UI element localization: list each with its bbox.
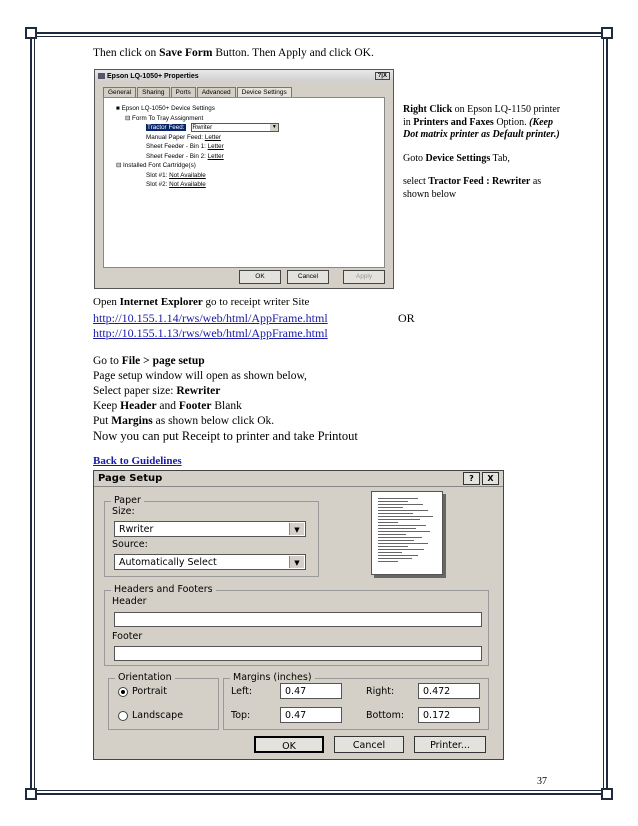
tree-tractor-feed[interactable]: Tractor Feed: Rwriter ▼: [116, 123, 279, 133]
step-header-footer: Keep Header and Footer Blank: [93, 400, 242, 412]
top-instruction-post: Button. Then Apply and click OK.: [212, 47, 374, 59]
bottom-margin-input[interactable]: 0.172: [418, 707, 480, 723]
side-note-para-1: Right Click on Epson LQ-1150 printer in Printers and Faxes Option. (Keep Dot matrix printer as Default printer.): [403, 104, 561, 140]
header-input[interactable]: [114, 612, 482, 627]
border-bottom: [30, 793, 608, 795]
device-settings-tree: [116, 104, 279, 190]
tree-slot1[interactable]: Slot #1: Not Available: [146, 171, 206, 179]
tab-general[interactable]: General: [103, 87, 136, 97]
ok-button[interactable]: OK: [254, 736, 324, 753]
page-setup-title: Page Setup: [98, 473, 163, 484]
step-window-opens: Page setup window will open as shown below,: [93, 370, 307, 382]
page-number: 37: [537, 776, 547, 787]
bottom-margin-label: Bottom:: [366, 710, 405, 721]
page-preview: [371, 491, 443, 575]
step-margins: Put Margins as shown below click Ok.: [93, 415, 275, 427]
tab-ports[interactable]: Ports: [171, 87, 196, 97]
corner-tl: [25, 27, 37, 39]
top-instruction-pre: Then click on: [93, 47, 160, 59]
size-value: Rwriter: [119, 524, 154, 535]
source-value: Automatically Select: [119, 557, 217, 568]
paper-group-title: Paper: [111, 495, 144, 506]
landscape-radio[interactable]: Landscape: [118, 710, 183, 721]
step-file-page-setup: Go to File > page setup: [93, 355, 205, 367]
top-instruction-bold: Save Form: [159, 47, 213, 59]
step-paper-size: Select paper size: Rewriter: [93, 385, 221, 397]
tree-cartridges[interactable]: ⊟ Installed Font Cartridge(s): [116, 162, 196, 170]
tab-sharing[interactable]: Sharing: [137, 87, 169, 97]
top-margin-label: Top:: [231, 710, 251, 721]
tractor-feed-select[interactable]: Rwriter ▼: [191, 123, 279, 132]
size-label: Size:: [112, 506, 135, 517]
source-select[interactable]: [114, 554, 306, 570]
size-select[interactable]: [114, 521, 306, 537]
page-setup-titlebar: [94, 471, 503, 487]
border-top: [30, 32, 608, 34]
tree-form-tray[interactable]: ⊟ Form To Tray Assignment: [125, 114, 204, 122]
border-bottom-inner: [30, 790, 608, 791]
footer-input[interactable]: [114, 646, 482, 661]
cancel-button[interactable]: Cancel: [334, 736, 404, 753]
corner-br: [601, 788, 613, 800]
properties-help-close[interactable]: ?|X: [375, 72, 390, 80]
chevron-down-icon: ▼: [289, 523, 304, 535]
properties-ok-button[interactable]: OK: [239, 270, 281, 284]
side-note-para-3: select Tractor Feed : Rewriter as shown below: [403, 176, 542, 200]
left-margin-label: Left:: [231, 686, 253, 697]
printer-icon: [98, 73, 105, 79]
properties-titlebar: [95, 70, 393, 82]
margins-title: Margins (inches): [230, 672, 315, 683]
corner-bl: [25, 788, 37, 800]
radio-checked-icon: [118, 687, 128, 697]
chevron-down-icon: ▼: [271, 124, 277, 130]
link-server-14[interactable]: http://10.155.1.14/rws/web/html/AppFrame.html: [93, 311, 328, 325]
headers-footers-title: Headers and Footers: [111, 584, 216, 595]
radio-unchecked-icon: [118, 711, 128, 721]
properties-cancel-button[interactable]: Cancel: [287, 270, 329, 284]
source-label: Source:: [112, 539, 148, 550]
top-instruction: [93, 47, 374, 59]
properties-title: Epson LQ-1050+ Properties: [107, 72, 199, 80]
tree-manual-feed[interactable]: Manual Paper Feed: Letter: [146, 133, 221, 141]
portrait-radio[interactable]: Portrait: [118, 686, 167, 697]
right-margin-label: Right:: [366, 686, 395, 697]
right-margin-input[interactable]: 0.472: [418, 683, 480, 699]
side-note: [403, 104, 563, 201]
steps-block: [93, 354, 358, 444]
border-left-inner: [34, 32, 35, 795]
open-ie-text: Open Internet Explorer go to receipt writer Site: [93, 296, 310, 308]
back-to-guidelines-link[interactable]: Back to Guidelines: [93, 455, 182, 467]
chevron-down-icon: ▼: [289, 556, 304, 568]
page-setup-dialog: [93, 470, 504, 760]
link-server-13[interactable]: http://10.155.1.13/rws/web/html/AppFrame.html: [93, 326, 328, 340]
tree-slot2[interactable]: Slot #2: Not Available: [146, 181, 206, 189]
properties-dialog: [94, 69, 394, 289]
side-note-para-2: Goto Device Settings Tab,: [403, 152, 510, 164]
close-icon[interactable]: X: [482, 472, 499, 485]
border-right-inner: [603, 32, 604, 795]
orientation-title: Orientation: [115, 672, 175, 683]
tab-advanced[interactable]: Advanced: [197, 87, 236, 97]
tree-bin1[interactable]: Sheet Feeder - Bin 1: Letter: [146, 143, 224, 151]
printer-button[interactable]: Printer...: [414, 736, 486, 753]
left-margin-input[interactable]: 0.47: [280, 683, 342, 699]
help-icon[interactable]: ?: [463, 472, 480, 485]
properties-apply-button[interactable]: Apply: [343, 270, 385, 284]
corner-tr: [601, 27, 613, 39]
or-text: OR: [398, 311, 415, 325]
top-margin-input[interactable]: 0.47: [280, 707, 342, 723]
step-printout: Now you can put Receipt to printer and take Printout: [93, 429, 358, 443]
tab-device-settings[interactable]: Device Settings: [237, 87, 292, 97]
header-label: Header: [112, 596, 147, 607]
footer-label: Footer: [112, 631, 143, 642]
border-left: [30, 32, 32, 795]
tree-bin2[interactable]: Sheet Feeder - Bin 2: Letter: [146, 152, 224, 160]
tree-root[interactable]: ■ Epson LQ-1050+ Device Settings: [116, 105, 215, 112]
device-settings-panel: [103, 97, 385, 268]
border-right: [606, 32, 608, 795]
properties-tabs: [103, 87, 393, 97]
border-top-inner: [30, 36, 608, 37]
